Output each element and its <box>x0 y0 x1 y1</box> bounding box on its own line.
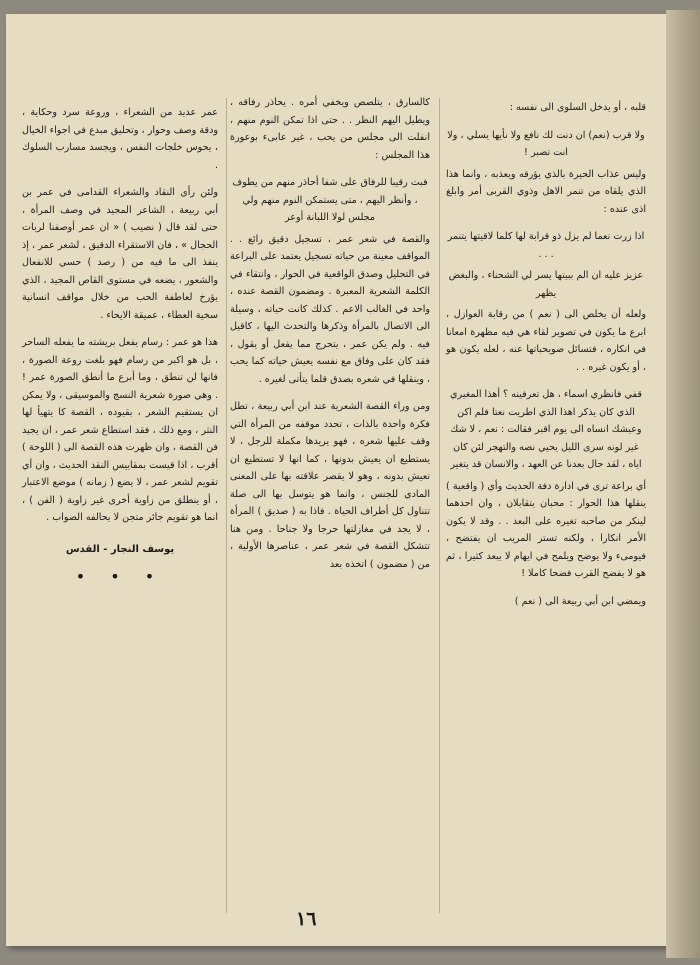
paragraph: ويمضي ابن أبي ربيعة الى ( نعم ) <box>514 595 646 607</box>
page-number: ١٦ <box>296 908 317 930</box>
paragraph: والقصة في شعر عمر ، تسجيل دقيق رائع . . المواقف معينة من حياته تسجيل يعتمد على البراعة في التحليل وصدق الواقعية في الحوار ، وانتقاء في الكلمة الشعرية المعبرة . ومضمون القصة عنده ، واحد في الغالب الاعم . كذلك كانت حياته ، وسيلة الى الاتصال بالمرأة وذكرها والتحدث اليها ، كاقيل فيه . ولم يكن عمر ، يتحرج مما يفعل أو يقول ، فقد كان على وفاق مع نفسه يعيش حياته كما يحب ، وينقلها في شعره بصدق قلما يتأتى لغيره . <box>230 233 430 385</box>
author-signature: يوسف النجار - القدس <box>65 543 175 555</box>
text-column-left <box>22 104 218 586</box>
text-column-right <box>446 99 646 620</box>
verse: اذا زرت نعما لم يزل ذو قرابة لها كلما لاقيتها يتنمر . . . <box>447 231 645 260</box>
paragraph: ولئن رأى النقاد والشعراء القدامى في عمر بن أبي ربيعة ، الشاعر المجيد في وصف المرأة ، حتى لقد قال ( نصيب ) « ان عمر أوصفنا لربات الحجال » ، فان الاستقراء الدقيق ، لشعر عمر ، إذ ينفذ الى ما فيه من ( رصد ) حسي للانفعال والشعور ، يضعه في مستوى القاص المجيد ، الذي يؤرخ لعاطفة الحب من خلال مواقف انسانية سخية العطاء ، عميقة الايحاء . <box>22 187 218 321</box>
paragraph: أي براعة ترى في ادارة دفة الحديث وأي ( واقعية ) ينقلها هذا الحوار : محبان يتقابلان ، وان احدهما لينكر من صاحبه تغيره على البعد . . وقد لا يكون الأمر انكارا ، ولكنه تستر المريب ان يفتضح ، فيومىء ولا يوضح ويلمح في ايهام لا يبعد كثيرا ، ثم هو لا يفضح القرب فضحا كاملا ! <box>446 480 646 579</box>
verse: ولا قرب (نعم) ان دنت لك نافع ولا نأيها يسلي ، ولا انت تصبر ! <box>447 129 645 158</box>
end-mark: • • • <box>75 567 165 586</box>
magazine-page <box>6 14 670 946</box>
verse-block: قفي فانظري اسماء ، هل تعرفينه ؟ أهذا المغيري الذي كان يذكر اهذا الذي اطريت نعتا فلم اكن وعيشك انساه الى يوم اقبر فقالت : نعم ، لا شك غير لونه سرى الليل يحيي نصه والتهجر لئن كان اياه ، لقد حال بعدنا عن العهد ، والانسان قد يتغير <box>450 389 642 470</box>
page-binding-edge <box>666 10 700 958</box>
verse: عزيز عليه ان الم ببيتها يسر لي الشحناء ، والبغض يظهر <box>448 270 644 299</box>
paragraph: قلبه ، أو يدخل السلوى الى نفسه : <box>509 102 646 113</box>
verse-block: فبت رقيبا للرفاق على شفا أحاذر منهم من يطوف ، وأنظر اليهم ، متى يستمكن النوم منهم ولي مجلس لولا اللبانة أوعر <box>232 177 428 223</box>
paragraph: ومن وراء القصة الشعرية عند ابن أبي ربيعة ، تطل فكرة واحدة بالذات ، تحدد موقفه من المرأة التي وقف عليها شعره ، فهو يريدها مكملة للرجل ، لا يستطيع ان يعيش بدونها ، كما انها لا تستطيع ان تعيش بدونه ، وهو لا يقصر علاقته بها على المعنى المادي للجنس ، وانما هو يتوسل بها الى صلة تتناول كل أطراف الحياة . فاذا به ( صديق ) المرأة ، لا يجد في مغازلتها حرجا ولا جناحا . ومن هنا تتشكل القصة في شعر عمر ، عناصرها الأولية ، من ( مضمون ) اتخذه بعد <box>230 401 430 570</box>
paragraph: كالسارق ، يتلصص ويخفي أمره . يحاذر رفاقه ، ويطيل اليهم النظر . . حتى اذا تمكن النوم منهم ، انفلت الى مجلس من يحب ، غير عابىء بوعورة هذا المجلس : <box>230 97 430 161</box>
paragraph: ولعله أن يخلص الى ( نعم ) من رقابة العوازل ، ابرع ما يكون في تصوير لقاء هي فيه مظهرة امعانا في انكاره ، فتسائل صويحباتها عنه ، لعله يكون هو ، أو يكون غيره . . <box>446 309 646 373</box>
text-column-middle <box>230 94 430 583</box>
paragraph: عمر عديد من الشعراء ، وروعة سرد وحكاية ، ودقة وصف وحوار ، وتحليق مبدع في اجواء الخيال ، يحوس خلجات النفس ، ويجسد مسارب السلوك . <box>22 107 218 171</box>
column-divider <box>439 98 440 913</box>
column-divider <box>226 98 227 913</box>
paragraph: هذا هو عمر : رسام يفعل بريشته ما يفعله الساحر ، بل هو اكبر من رسام فهو بلغت روعة الصورة ، فانها لن تنطق ، وما أبرع ما أنطق الصورة عمر ! . وهي صورة شعرية النسج والموسيقى ، ولا يمكن ان يستقيم الشعر ، بقيوده ، القصة كا يتهيأ لها النثر ، ومع ذلك ، فقد استطاع شعر عمر ، ان يجيد فن القصة ، وان ظهرت هذه القصة الى ( اللوحة ) أقرب ، اذا قيست بمقاييس النقد الحديث ، وان أي تقويم لشعر عمر ، لا يضع ( زمانه ) موضع الاعتبار ، أو ينطلق من زاوية أخرى غير زاوية ( الفن ) ، انما هو تقويم جائر متجن لا يحالفه الصواب . <box>22 337 218 523</box>
paragraph: وليس عذاب الحيرة بالذي يؤرقه ويعذبه ، وانما هذا الذي يلقاه من تنمر الاهل وذوي القربى أمر وابلغ اذى عنده : <box>446 168 646 215</box>
